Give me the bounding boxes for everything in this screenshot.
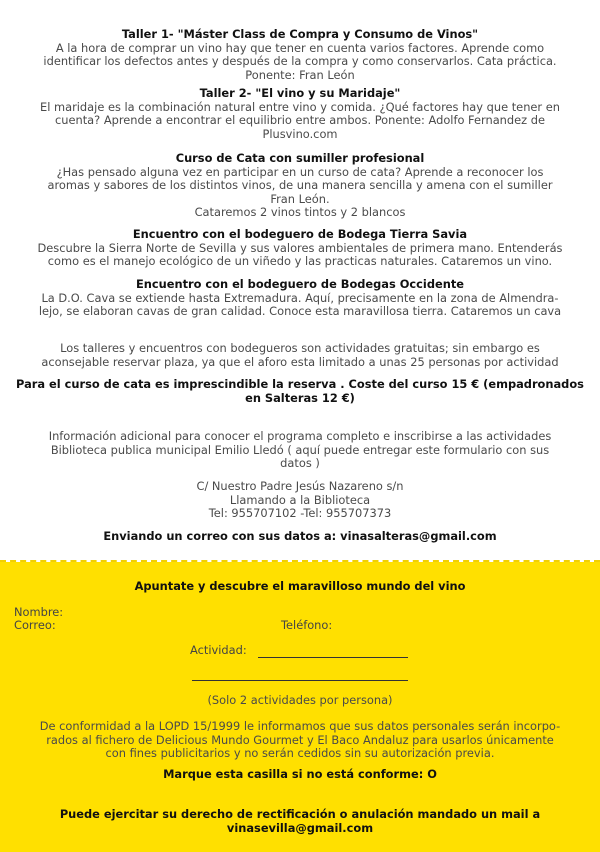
section-text-line: La D.O. Cava se extiende hasta Extremadura. Aquí, precisamente en la zona de Almendra- [41, 290, 559, 305]
section-text-line: aromas y sabores de los distintos vinos, de una manera sencilla y amena con el sumiller [47, 178, 553, 193]
lopd-line: con fines publicitarios y no serán cedidos sin su autorización previa. [105, 746, 495, 761]
reservation-line: en Salteras 12 €) [245, 390, 355, 405]
section-title: Taller 1- "Máster Class de Compra y Consumo de Vinos" [121, 27, 479, 41]
section-text-line: Cataremos 2 vinos tintos y 2 blancos [194, 205, 406, 220]
notice-line: Los talleres y encuentros con bodegueros son actividades gratuitas; sin embargo es [60, 341, 540, 355]
section-text-line: Descubre la Sierra Norte de Sevilla y sus valores ambientales de primera mano. Entenderás [37, 240, 563, 255]
rights-notice [14, 808, 586, 835]
info-line: Información adicional para conocer el programa completo e inscribirse a las actividades [48, 429, 552, 443]
nombre-label: Nombre: [14, 605, 64, 619]
section-tierra-savia [14, 228, 586, 269]
section-text-line: El maridaje es la combinación natural entre vino y comida. ¿Qué factores hay que tener en [40, 99, 560, 114]
lopd-line: De conformidad a la LOPD 15/1999 le informamos que sus datos personales serán incorpo- [39, 719, 561, 733]
section-title: Encuentro con el bodeguero de Bodega Tierra Savia [132, 227, 468, 241]
section-title: Encuentro con el bodeguero de Bodegas Occidente [135, 277, 464, 291]
registration-form [0, 562, 600, 852]
section-title: Curso de Cata con sumiller profesional [175, 151, 425, 165]
section-title: Taller 2- "El vino y su Maridaje" [199, 86, 401, 100]
section-text-line: ¿Has pensado alguna vez en participar en un curso de cata? Aprende a reconocer los [56, 164, 544, 179]
section-taller-1 [14, 28, 586, 82]
section-text-line: A la hora de comprar un vino hay que tener en cuenta varios factores. Aprende como [55, 40, 545, 55]
email-instruction: Enviando un correo con sus datos a: vinasalteras@gmail.com [103, 529, 497, 543]
correo-label: Correo: [14, 618, 56, 632]
info-line: datos ) [280, 456, 320, 471]
section-text-line: como es el manejo ecológico de un viñedo y las practicas naturales. Cataremos un vino. [47, 254, 553, 269]
info-line: Biblioteca publica municipal Emilio Lledó ( aquí puede entregar este formulario con sus [50, 442, 550, 457]
section-text-line: Fran León. [270, 191, 330, 206]
notice-line: aconsejable reservar plaza, ya que el aforo esta limitado a unas 25 personas por actividad [41, 354, 559, 369]
lopd-notice [14, 720, 586, 761]
reservation-notice [14, 378, 586, 405]
section-text-line: cuenta? Aprende a encontrar el equilibrio entre ambos. Ponente: Adolfo Fernandez de [55, 113, 545, 128]
reservation-line: Para el curso de cata es imprescindible la reserva . Coste del curso 15 € (empadronados [16, 377, 584, 391]
address-line: Tel: 955707102 -Tel: 955707373 [208, 506, 392, 521]
actividad-input-line-1[interactable] [258, 657, 408, 658]
consent-checkbox-text[interactable]: Marque esta casilla si no está conforme: O [163, 767, 437, 781]
section-occidente [14, 278, 586, 319]
address-line: C/ Nuestro Padre Jesús Nazareno s/n [196, 479, 404, 493]
lopd-line: rados al fichero de Delicious Mundo Gourmet y El Baco Andaluz para usarlos únicamente [46, 732, 554, 747]
section-text-line: Plusvino.com [262, 126, 338, 141]
section-curso-cata [14, 152, 586, 220]
free-activities-notice [14, 342, 586, 369]
section-text-line: Ponente: Fran León [245, 67, 355, 82]
telefono-label: Teléfono: [281, 618, 333, 632]
additional-info [14, 430, 586, 471]
address-block [14, 480, 586, 521]
section-taller-2 [14, 87, 586, 141]
activity-limit-note: (Solo 2 actividades por persona) [207, 693, 393, 707]
section-text-line: lejo, se elaboran cavas de gran calidad. Conoce esta maravillosa tierra. Cataremos un cava [38, 304, 562, 319]
form-heading: Apuntate y descubre el maravilloso mundo del vino [134, 579, 466, 593]
actividad-input-line-2[interactable] [192, 680, 408, 681]
address-line: Llamando a la Biblioteca [229, 492, 371, 507]
actividad-label: Actividad: [190, 643, 247, 657]
section-text-line: identificar los defectos antes y después de la compra y como conservarlos. Cata práctica. [43, 54, 557, 69]
rights-line: vinasevilla@gmail.com [226, 820, 374, 835]
rights-line: Puede ejercitar su derecho de rectificación o anulación mandado un mail a [59, 807, 541, 821]
